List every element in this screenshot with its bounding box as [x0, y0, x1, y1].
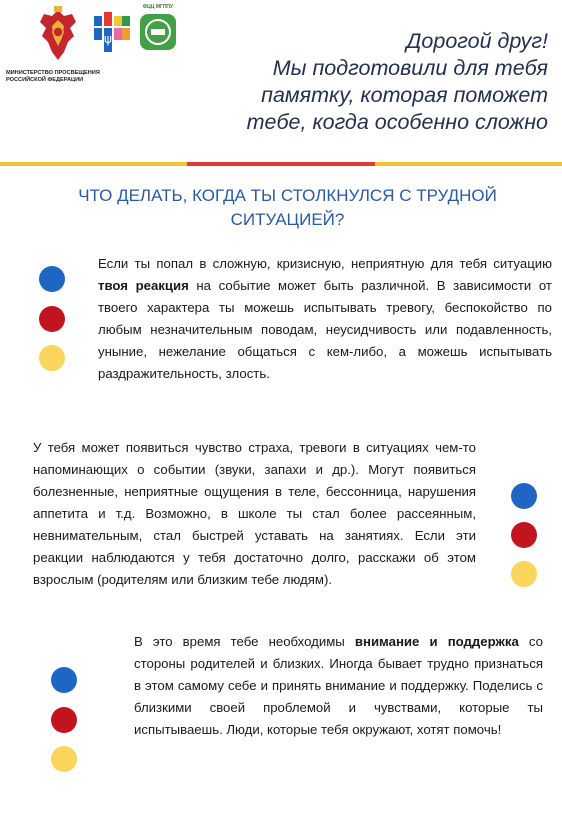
- yellow-dot: [511, 561, 537, 587]
- greeting-line: памятку, которая поможет: [261, 83, 548, 107]
- blue-dot: [39, 266, 65, 292]
- paragraph-reaction: Если ты попал в сложную, кризисную, неприятную для тебя ситуацию твоя реакция на событие может быть различной. В зависимости от твоего характера ты можешь испытывать тревогу, беспокойство по любым незначительным поводам, неусидчивость или подавленность, уныние, нежелание общаться с кем-либо, а можешь испытывать раздражительность, злость.: [98, 256, 552, 381]
- fcc-logo-icon: [138, 6, 178, 52]
- fcc-label: ФЦЦ МГППУ: [142, 4, 174, 10]
- header: [0, 0, 562, 160]
- svg-text:ψ: ψ: [104, 32, 112, 46]
- paragraph-support: В это время тебе необходимы внимание и поддержка со стороны родителей и близких. Иногда бывает трудно признаться в этом самому себе и принять внимание и поддержку. Поделись с близкими своей проблемой и чувствами, которые ты испытываешь. Люди, которые тебя окружают, хотят помочь!: [134, 634, 543, 737]
- greeting-line: тебе, когда особенно сложно: [246, 110, 548, 134]
- blue-dot: [51, 667, 77, 693]
- red-dot: [39, 306, 65, 332]
- psi-logo-icon: [94, 12, 130, 52]
- greeting-line: Мы подготовили для тебя: [272, 56, 548, 80]
- blue-dot: [511, 483, 537, 509]
- ministry-name: МИНИСТЕРСТВО ПРОСВЕЩЕНИЯ РОССИЙСКОЙ ФЕДЕРАЦИИ: [6, 70, 100, 83]
- yellow-dot: [39, 345, 65, 371]
- coat-of-arms-icon: [34, 6, 82, 64]
- yellow-dot: [51, 746, 77, 772]
- greeting-line: Дорогой друг!: [406, 29, 548, 53]
- red-dot: [511, 522, 537, 548]
- greeting-text: [198, 28, 548, 136]
- paragraph-symptoms: У тебя может появиться чувство страха, тревоги в ситуациях чем-то напоминающих о событии (звуки, запахи и др.). Могут появиться болезненные, неприятные ощущения в теле, бессонница, нарушения аппетита и т.д. Возможно, в школе ты стал более рассеянным, невнимательным, стал быстрей уставать на занятиях. Если эти реакции наблюдаются у тебя достаточно долго, расскажи об этом взрослым (родителям или близким тебе людям).: [33, 440, 476, 587]
- color-stripe: [0, 162, 562, 166]
- red-dot: [51, 707, 77, 733]
- section-heading: ЧТО ДЕЛАТЬ, КОГДА ТЫ СТОЛКНУЛСЯ С ТРУДНОЙ СИТУАЦИЕЙ?: [78, 186, 497, 229]
